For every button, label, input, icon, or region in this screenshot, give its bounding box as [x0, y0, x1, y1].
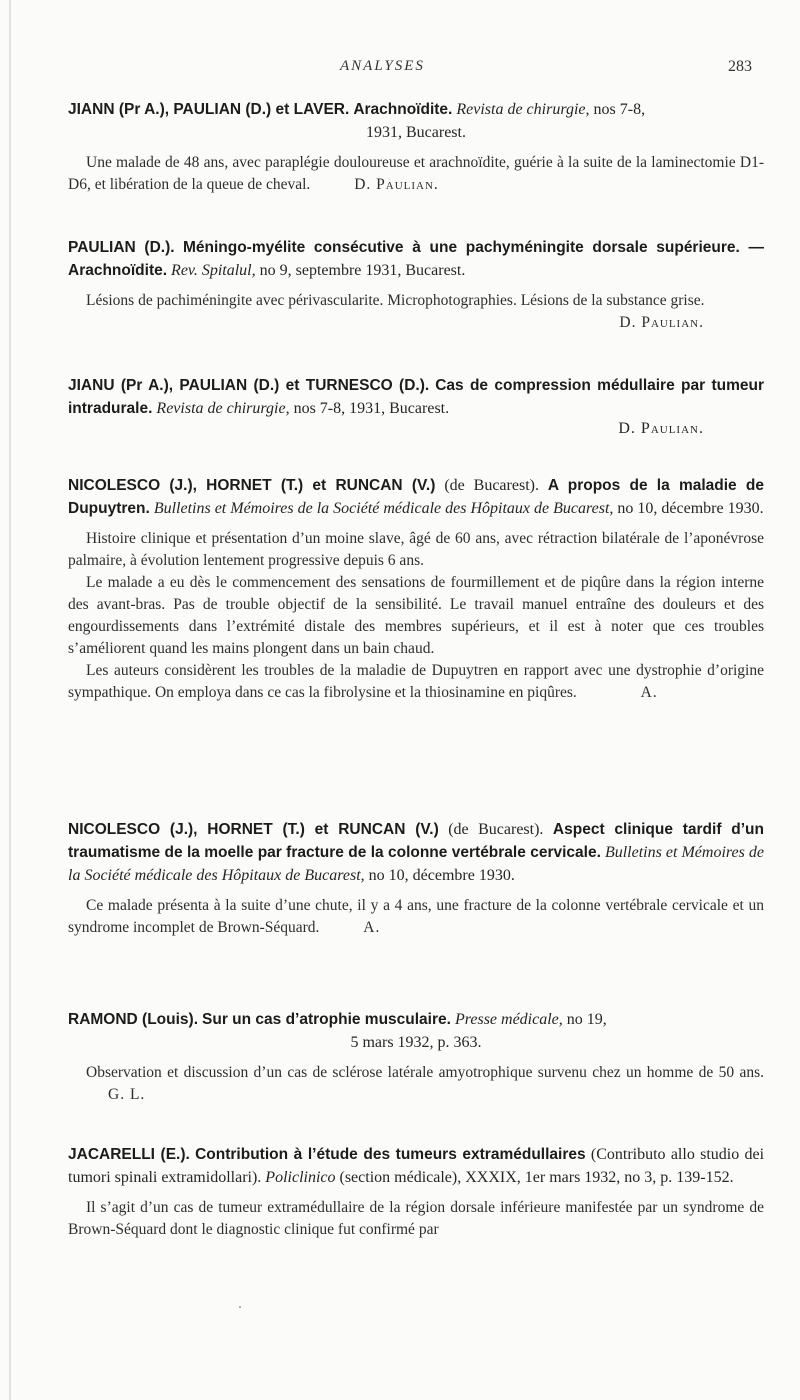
abstract-entry-jianu: [68, 374, 764, 438]
entry-journal: Bulletins et Mémoires de la Société médicale des Hôpitaux de Bucarest,: [68, 844, 765, 884]
entry-body: [68, 1197, 764, 1241]
entry-paragraph: Histoire clinique et présentation d’un moine slave, âgé de 60 ans, avec rétraction bilatérale de l’aponévrose palmaire, à évolution lentement progressive depuis 6 ans.: [68, 530, 764, 569]
entry-signature: D. Paulian.: [619, 314, 704, 331]
abstract-entry-paulian: [68, 236, 764, 334]
entry-title: Cas de compression médullaire par tumeur intradurale.: [68, 377, 765, 417]
entry-authors: NICOLESCO (J.), HORNET (T.) et RUNCAN (V.): [68, 821, 439, 838]
entry-signature: A.: [640, 684, 658, 701]
entry-header: [68, 236, 764, 282]
entry-authors: JACARELLI (E.).: [68, 1146, 190, 1163]
entry-summary: Il s’agit d’un cas de tumeur extramédullaire de la région dorsale inférieure manifestée par un syndrome de Brown-Séquard dont le diagnostic clinique fut confirmé par: [68, 1199, 764, 1238]
entry-summary: Ce malade présenta à la suite d’une chute, il y a 4 ans, une fracture de la colonne vertébrale cervicale et un syndrome incomplet de Brown-Séquard.: [68, 897, 764, 936]
abstract-entry-jacarelli: [68, 1143, 764, 1241]
entry-details: nos 7-8,: [593, 101, 646, 118]
entry-summary: Observation et discussion d’un cas de sclérose latérale amyotrophique survenu chez un homme de 50 ans.: [86, 1064, 764, 1081]
entry-title: Aspect clinique tardif d’un traumatisme de la moelle par fracture de la colonne vertébrale cervicale.: [68, 821, 764, 861]
entry-title: Contribution à l’étude des tumeurs extramédullaires: [195, 1146, 586, 1163]
entry-details-line2: 1931, Bucarest.: [366, 124, 466, 141]
entry-body: [68, 528, 764, 704]
entry-signature: A.: [363, 919, 381, 936]
entry-journal: Bulletins et Mémoires de la Société médicale des Hôpitaux de Bucarest,: [153, 500, 614, 517]
abstract-entry-traumatisme: [68, 818, 764, 939]
entry-details: no 10, décembre 1930.: [617, 500, 764, 517]
entry-header: [68, 98, 764, 144]
running-head: ANALYSES: [340, 58, 425, 74]
print-speck: [239, 1306, 241, 1308]
entry-signature: G. L.: [108, 1086, 146, 1103]
entry-title: A propos de la maladie de Dupuytren.: [68, 477, 764, 517]
entry-origin: (de Bucarest).: [444, 477, 539, 494]
entry-header: [68, 818, 764, 887]
entry-title: Arachnoïdite.: [353, 101, 453, 118]
entry-details: (section médicale), XXXIX, 1er mars 1932, no 3, p. 139-152.: [339, 1169, 734, 1186]
entry-authors: PAULIAN (D.).: [68, 239, 175, 256]
entry-body: [68, 895, 764, 939]
entry-details: no 9, septembre 1931, Bucarest.: [259, 262, 466, 279]
entry-authors: RAMOND (Louis).: [68, 1011, 199, 1028]
abstract-entry-jiann: [68, 98, 764, 196]
entry-header: [68, 1143, 764, 1189]
entry-details: nos 7-8, 1931, Bucarest.: [293, 400, 450, 417]
entry-journal: Revista de chirurgie,: [456, 101, 590, 118]
abstract-entry-dupuytren: [68, 474, 764, 704]
entry-summary: Lésions de pachiméningite avec périvascularite. Microphotographies. Lésions de la substance grise.: [86, 292, 705, 309]
entry-details: no 19,: [566, 1011, 607, 1028]
entry-journal: Presse médicale,: [454, 1011, 563, 1028]
entry-authors: JIANU (Pr A.), PAULIAN (D.) et TURNESCO (D.).: [68, 377, 430, 394]
entry-signature: D. Paulian.: [618, 420, 704, 437]
entry-title: Sur un cas d’atrophie musculaire.: [202, 1011, 451, 1028]
entry-details-line2: 5 mars 1932, p. 363.: [350, 1034, 482, 1051]
entry-authors: JIANN (Pr A.), PAULIAN (D.) et LAVER.: [68, 101, 350, 118]
entry-signature: D. Paulian.: [354, 176, 439, 193]
entry-body: [68, 152, 764, 196]
entry-title: Méningo-myélite consécutive à une pachyméningite dorsale supérieure. — Arachnoïdite.: [68, 239, 765, 279]
entry-header: [68, 1008, 764, 1054]
entry-body: [68, 290, 764, 334]
entry-header: [68, 374, 764, 420]
page-binding-edge: [9, 0, 11, 1400]
entry-journal: Revista de chirurgie,: [156, 400, 290, 417]
entry-journal: Rev. Spitalul,: [171, 262, 256, 279]
page-number: 283: [728, 58, 752, 75]
entry-summary: Une malade de 48 ans, avec paraplégie douloureuse et arachnoïdite, guérie à la suite de la laminectomie D1-D6, et libération de la queue de cheval.: [68, 154, 764, 193]
entry-details: no 10, décembre 1930.: [368, 867, 515, 884]
entry-body: [68, 1062, 764, 1106]
entry-subtitle: (Contributo allo studio dei tumori spinali extramidollari).: [68, 1146, 765, 1186]
entry-journal: Policlinico: [265, 1169, 336, 1186]
entry-paragraph: Les auteurs considèrent les troubles de la maladie de Dupuytren en rapport avec une dystrophie d’origine sympathique. On employa dans ce cas la fibrolysine et la thiosinamine en piqûres.: [68, 662, 764, 701]
abstract-entry-ramond: [68, 1008, 764, 1106]
entry-authors: NICOLESCO (J.), HORNET (T.) et RUNCAN (V.): [68, 477, 436, 494]
entry-origin: (de Bucarest).: [448, 821, 544, 838]
entry-paragraph: Le malade a eu dès le commencement des sensations de fourmillement et de piqûre dans la région interne des avant-bras. Pas de trouble objectif de la sensibilité. Le travail manuel entraîne des douleurs et des engourdissements dans l’extrémité distale des membres supérieurs, et il est à noter que ces troubles s’améliorent quand les mains plongent dans un bain chaud.: [68, 574, 764, 657]
entry-header: [68, 474, 764, 520]
